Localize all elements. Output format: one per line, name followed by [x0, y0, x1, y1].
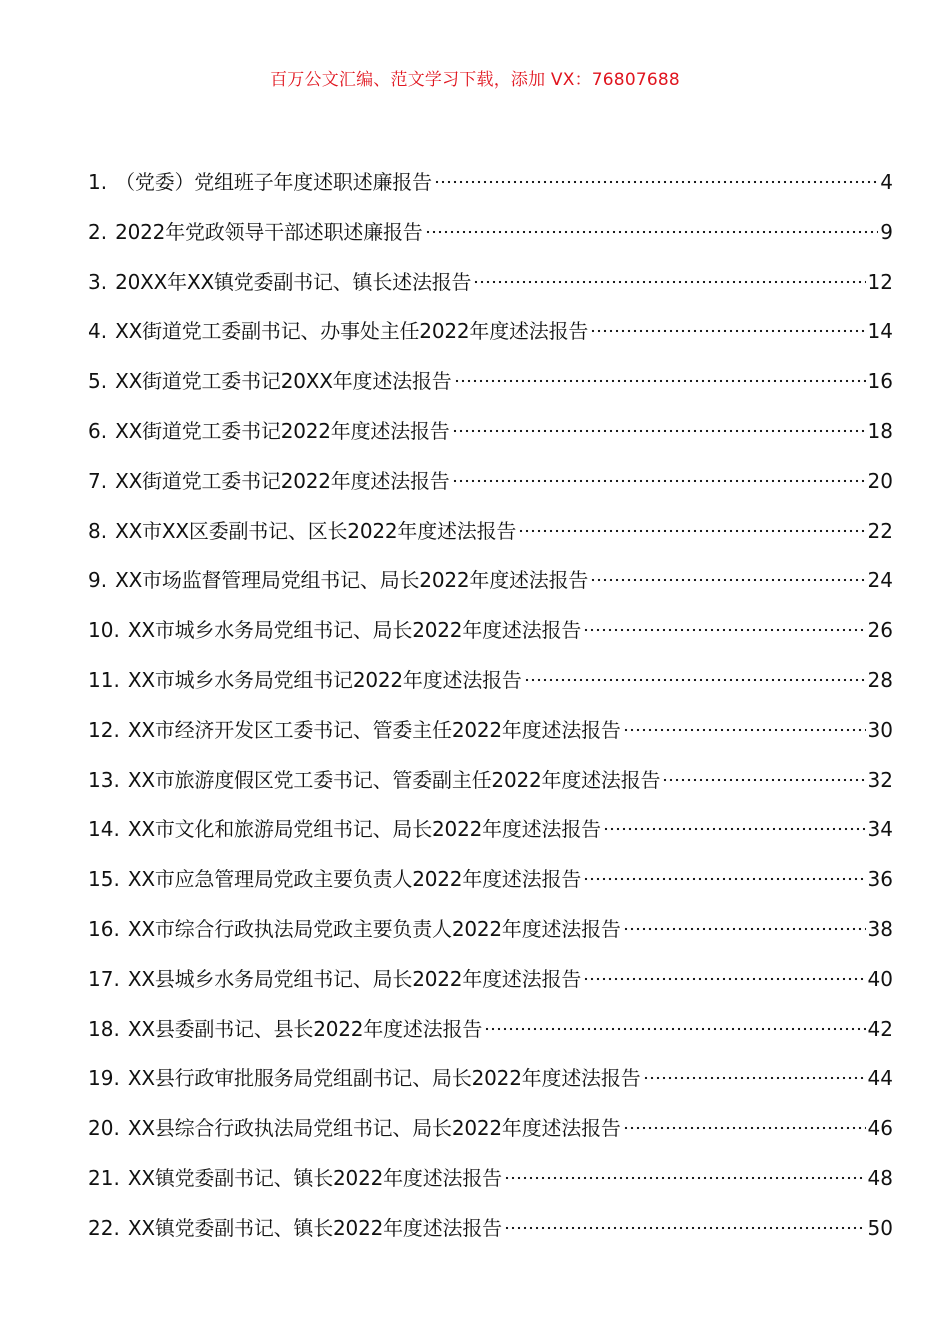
dot-leader	[590, 329, 865, 333]
dot-leader	[524, 678, 866, 682]
toc-entry-title: XX镇党委副书记、镇长2022年度述法报告	[127, 1165, 502, 1190]
toc-entry-page-number: 12	[867, 269, 893, 294]
dot-leader	[623, 728, 866, 732]
toc-entry-page-number: 4	[880, 170, 893, 194]
toc-entry-21[interactable]	[88, 1161, 893, 1211]
dot-leader	[434, 180, 878, 184]
toc-entry-number: 13.	[88, 767, 120, 792]
toc-entry-number: 2.	[88, 219, 108, 244]
toc-entry-page-number: 9	[880, 219, 893, 244]
toc-entry-title: XX街道党工委书记2022年度述法报告	[115, 418, 450, 443]
toc-entry-number: 8.	[88, 518, 108, 543]
toc-entry-page-number: 26	[867, 618, 893, 643]
dot-leader	[504, 1226, 866, 1230]
toc-entry-title: （党委）党组班子年度述职述廉报告	[115, 170, 432, 194]
toc-entry-3[interactable]	[88, 265, 893, 315]
toc-entry-number: 6.	[88, 418, 108, 443]
toc-entry-13[interactable]	[88, 763, 893, 813]
toc-entry-page-number: 22	[867, 518, 893, 543]
toc-entry-9[interactable]	[88, 563, 893, 613]
toc-entry-4[interactable]	[88, 314, 893, 364]
toc-entry-11[interactable]	[88, 663, 893, 713]
toc-entry-page-number: 30	[867, 717, 893, 742]
toc-entry-number: 4.	[88, 319, 108, 344]
toc-entry-page-number: 42	[867, 1016, 893, 1041]
table-of-contents	[88, 165, 893, 1261]
dot-leader	[504, 1176, 866, 1180]
toc-entry-number: 15.	[88, 867, 120, 892]
toc-entry-page-number: 46	[867, 1116, 893, 1141]
toc-entry-14[interactable]	[88, 812, 893, 862]
toc-entry-title: XX县城乡水务局党组书记、局长2022年度述法报告	[127, 966, 582, 991]
toc-entry-10[interactable]	[88, 613, 893, 663]
toc-entry-title: XX市城乡水务局党组书记2022年度述法报告	[127, 667, 522, 692]
dot-leader	[590, 578, 865, 582]
toc-entry-title: XX街道党工委副书记、办事处主任2022年度述法报告	[115, 319, 589, 344]
toc-entry-page-number: 16	[867, 369, 893, 394]
toc-entry-12[interactable]	[88, 713, 893, 763]
toc-entry-number: 20.	[88, 1116, 120, 1141]
dot-leader	[452, 429, 866, 433]
toc-entry-number: 11.	[88, 667, 120, 692]
toc-entry-number: 16.	[88, 916, 120, 941]
toc-entry-title: 20XX年XX镇党委副书记、镇长述法报告	[115, 269, 472, 294]
toc-entry-page-number: 20	[867, 468, 893, 493]
dot-leader	[623, 927, 866, 931]
toc-entry-title: XX市经济开发区工委书记、管委主任2022年度述法报告	[127, 717, 621, 742]
toc-entry-20[interactable]	[88, 1111, 893, 1161]
dot-leader	[484, 1027, 865, 1031]
toc-entry-title: XX市文化和旅游局党组书记、局长2022年度述法报告	[127, 817, 601, 842]
toc-entry-number: 18.	[88, 1016, 120, 1041]
toc-entry-title: XX街道党工委书记2022年度述法报告	[115, 468, 450, 493]
toc-entry-page-number: 40	[867, 966, 893, 991]
toc-entry-number: 12.	[88, 717, 120, 742]
toc-entry-number: 5.	[88, 369, 108, 394]
dot-leader	[473, 280, 865, 284]
toc-entry-6[interactable]	[88, 414, 893, 464]
toc-entry-number: 17.	[88, 966, 120, 991]
dot-leader	[452, 479, 866, 483]
toc-entry-title: XX县行政审批服务局党组副书记、局长2022年度述法报告	[127, 1066, 641, 1091]
toc-entry-title: 2022年党政领导干部述职述廉报告	[115, 219, 423, 244]
toc-entry-number: 14.	[88, 817, 120, 842]
toc-entry-title: XX市城乡水务局党组书记、局长2022年度述法报告	[127, 618, 582, 643]
toc-entry-title: XX县委副书记、县长2022年度述法报告	[127, 1016, 483, 1041]
toc-entry-title: XX市应急管理局党政主要负责人2022年度述法报告	[127, 867, 582, 892]
toc-entry-2[interactable]	[88, 215, 893, 265]
toc-entry-title: XX市综合行政执法局党政主要负责人2022年度述法报告	[127, 916, 621, 941]
dot-leader	[603, 827, 866, 831]
toc-entry-page-number: 50	[867, 1215, 893, 1240]
toc-entry-page-number: 28	[867, 667, 893, 692]
toc-entry-16[interactable]	[88, 912, 893, 962]
dot-leader	[583, 877, 865, 881]
dot-leader	[583, 628, 865, 632]
toc-entry-title: XX街道党工委书记20XX年度述法报告	[115, 369, 452, 394]
toc-entry-5[interactable]	[88, 364, 893, 414]
toc-entry-number: 3.	[88, 269, 108, 294]
toc-entry-page-number: 38	[867, 916, 893, 941]
toc-entry-number: 21.	[88, 1165, 120, 1190]
toc-entry-title: XX市旅游度假区党工委书记、管委副主任2022年度述法报告	[127, 767, 661, 792]
toc-entry-title: XX市场监督管理局党组书记、局长2022年度述法报告	[115, 568, 589, 593]
toc-entry-title: XX县综合行政执法局党组书记、局长2022年度述法报告	[127, 1116, 621, 1141]
toc-entry-page-number: 24	[867, 568, 893, 593]
dot-leader	[643, 1076, 866, 1080]
toc-entry-number: 10.	[88, 618, 120, 643]
toc-entry-page-number: 32	[867, 767, 893, 792]
toc-entry-8[interactable]	[88, 514, 893, 564]
dot-leader	[425, 230, 879, 234]
toc-entry-17[interactable]	[88, 962, 893, 1012]
toc-entry-page-number: 14	[867, 319, 893, 344]
watermark-header: 百万公文汇编、范文学习下载，添加 VX：76807688	[270, 70, 680, 90]
toc-entry-7[interactable]	[88, 464, 893, 514]
dot-leader	[662, 778, 865, 782]
toc-entry-page-number: 18	[867, 418, 893, 443]
dot-leader	[454, 379, 866, 383]
toc-entry-number: 7.	[88, 468, 108, 493]
toc-entry-page-number: 36	[867, 867, 893, 892]
dot-leader	[623, 1126, 866, 1130]
toc-entry-1[interactable]	[88, 165, 893, 215]
toc-entry-15[interactable]	[88, 862, 893, 912]
toc-entry-number: 22.	[88, 1215, 120, 1240]
toc-entry-number: 1.	[88, 170, 108, 194]
toc-entry-page-number: 48	[867, 1165, 893, 1190]
toc-entry-number: 9.	[88, 568, 108, 593]
toc-entry-19[interactable]	[88, 1061, 893, 1111]
dot-leader	[583, 977, 865, 981]
toc-entry-title: XX市XX区委副书记、区长2022年度述法报告	[115, 518, 517, 543]
toc-entry-22[interactable]	[88, 1211, 893, 1261]
toc-entry-18[interactable]	[88, 1012, 893, 1062]
toc-entry-title: XX镇党委副书记、镇长2022年度述法报告	[127, 1215, 502, 1240]
toc-entry-page-number: 44	[867, 1066, 893, 1091]
toc-entry-page-number: 34	[867, 817, 893, 842]
toc-entry-number: 19.	[88, 1066, 120, 1091]
dot-leader	[518, 529, 865, 533]
